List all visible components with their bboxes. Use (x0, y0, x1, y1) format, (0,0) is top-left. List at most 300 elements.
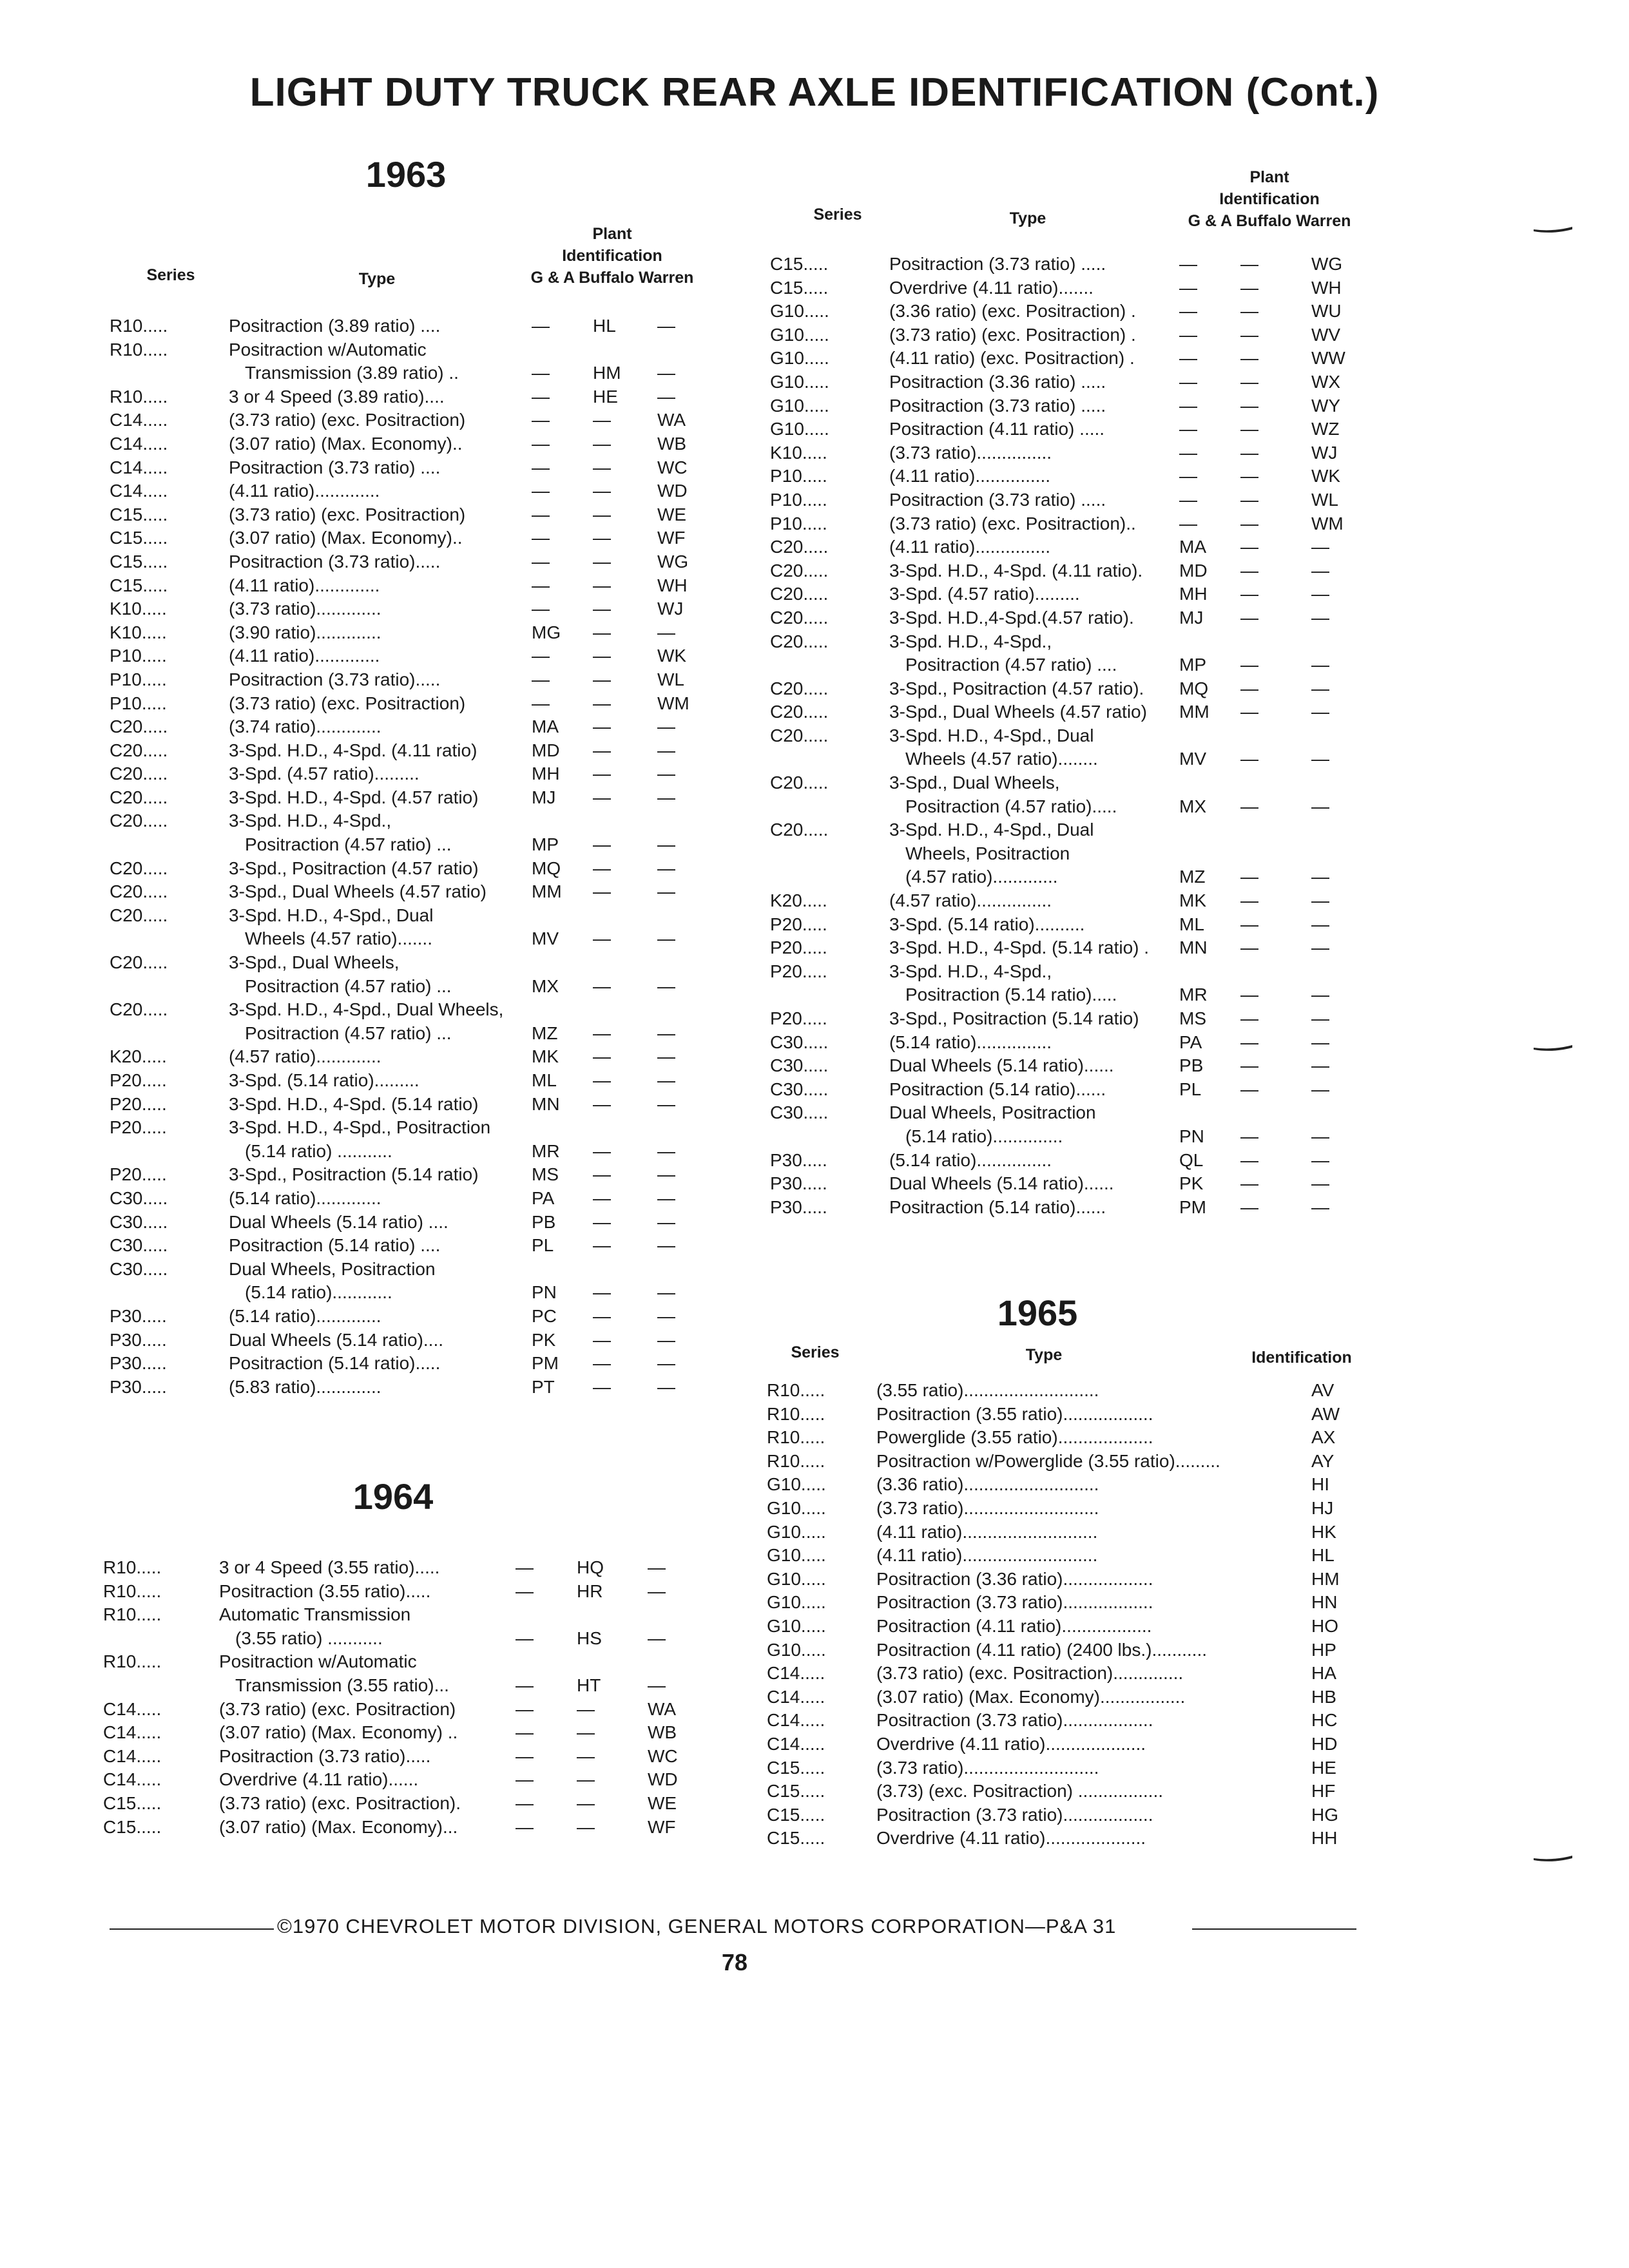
buffalo-code-cell: — (1240, 1079, 1258, 1099)
footer-rule-left (110, 1928, 274, 1930)
series-cell: C15..... (767, 1828, 825, 1849)
type-cell: (3.73 ratio)............. (229, 599, 381, 619)
buffalo-code-cell: — (1240, 324, 1258, 345)
series-cell: G10..... (770, 348, 829, 369)
series-cell: C15..... (110, 528, 168, 548)
type-cell: 3 or 4 Speed (3.89 ratio).... (229, 386, 445, 407)
plant-header-line1: Plant (1249, 168, 1289, 186)
series-cell: P30..... (110, 1305, 167, 1326)
buffalo-code-cell: — (1240, 1196, 1258, 1217)
series-cell: R10..... (103, 1557, 162, 1577)
type-cell: Positraction (4.11 ratio) ..... (889, 419, 1105, 439)
type-cell: 3-Spd., Positraction (4.57 ratio). (889, 678, 1144, 698)
series-cell: P30..... (110, 1329, 167, 1350)
gm-code-cell: PK (532, 1329, 556, 1350)
type-cell: (3.36 ratio)........................... (876, 1474, 1099, 1495)
series-cell: G10..... (767, 1521, 826, 1542)
warren-code-cell: WL (1311, 489, 1338, 510)
warren-code-cell: WJ (657, 599, 684, 619)
series-cell: R10..... (767, 1450, 825, 1471)
buffalo-code-cell: — (577, 1792, 595, 1813)
warren-code-cell: WW (1311, 348, 1345, 369)
series-cell: C15..... (110, 504, 168, 524)
warren-code-cell: — (657, 1164, 675, 1185)
series-cell: C14..... (110, 433, 168, 454)
series-cell: P30..... (770, 1196, 827, 1217)
plant-header (503, 223, 722, 289)
gm-code-cell: MZ (1179, 867, 1206, 887)
buffalo-code-cell: HL (593, 316, 616, 336)
plant-header-line1: Plant (592, 225, 632, 243)
buffalo-code-cell: HS (577, 1628, 602, 1648)
gm-code-cell: — (1179, 419, 1197, 439)
warren-code-cell: — (1311, 985, 1329, 1005)
series-cell: C20..... (110, 952, 168, 973)
type-cell: Wheels, Positraction (905, 843, 1070, 863)
gm-code-cell: — (532, 575, 550, 595)
series-cell: R10..... (767, 1427, 825, 1448)
series-cell: C20..... (770, 560, 829, 581)
gm-code-cell: MR (532, 1140, 560, 1161)
buffalo-code-cell: — (593, 599, 611, 619)
gm-code-cell: — (1179, 371, 1197, 392)
series-cell: K20..... (110, 1046, 167, 1067)
gm-code-cell: — (532, 481, 550, 501)
warren-code-cell: — (657, 975, 675, 996)
margin-mark (1534, 1045, 1572, 1052)
series-cell: P20..... (110, 1093, 167, 1114)
type-cell: 3-Spd. H.D., 4-Spd., Dual (229, 905, 434, 925)
buffalo-code-cell: — (1240, 702, 1258, 722)
series-cell: C14..... (767, 1663, 825, 1684)
type-cell: (3.07 ratio) (Max. Economy) .. (219, 1722, 458, 1743)
series-cell: C15..... (103, 1816, 162, 1837)
buffalo-code-cell: HE (593, 386, 618, 407)
series-cell: P10..... (110, 669, 167, 689)
warren-code-cell: WG (657, 551, 689, 572)
gm-code-cell: — (516, 1557, 534, 1577)
type-cell: (4.11 ratio)........................... (876, 1521, 1098, 1542)
gm-code-cell: PC (532, 1305, 557, 1326)
gm-code-cell: MS (532, 1164, 559, 1185)
gm-code-cell: — (532, 316, 550, 336)
gm-code-cell: MD (532, 740, 560, 760)
series-cell: P10..... (110, 693, 167, 713)
type-cell: Automatic Transmission (219, 1604, 411, 1625)
gm-code-cell: — (516, 1675, 534, 1695)
gm-code-cell: MH (532, 764, 560, 784)
type-cell: (3.90 ratio)............. (229, 622, 381, 642)
buffalo-code-cell: — (1240, 796, 1258, 816)
series-cell: K10..... (770, 442, 827, 463)
warren-code-cell: — (1311, 1032, 1329, 1052)
series-cell: P30..... (110, 1353, 167, 1374)
buffalo-code-cell: — (593, 787, 611, 807)
type-cell: 3-Spd. (5.14 ratio)......... (229, 1070, 419, 1090)
identification-code-cell: AW (1311, 1403, 1340, 1424)
type-cell: (3.07 ratio) (Max. Economy)................. (876, 1686, 1186, 1707)
type-cell: 3-Spd. H.D., 4-Spd. (4.57 ratio) (229, 787, 479, 807)
series-cell: C14..... (767, 1733, 825, 1754)
plant-header-line2: Identification (562, 247, 662, 265)
series-header-right: Series (813, 206, 862, 224)
type-cell: (5.14 ratio)............. (229, 1187, 381, 1208)
buffalo-code-cell: — (577, 1769, 595, 1790)
identification-code-cell: HC (1311, 1710, 1338, 1731)
gm-code-cell: MK (532, 1046, 559, 1067)
series-cell: R10..... (767, 1380, 825, 1400)
gm-code-cell: — (532, 669, 550, 689)
type-cell: (3.73 ratio) (exc. Positraction).. (889, 513, 1136, 533)
type-cell: (4.11 ratio)............... (889, 537, 1051, 557)
buffalo-code-cell: — (593, 433, 611, 454)
gm-code-cell: — (1179, 254, 1197, 274)
gm-code-cell: — (532, 433, 550, 454)
series-cell: R10..... (110, 316, 168, 336)
gm-code-cell: — (1179, 324, 1197, 345)
type-cell: (3.55 ratio)........................... (876, 1380, 1099, 1400)
series-cell: C30..... (110, 1187, 168, 1208)
series-cell: C20..... (110, 858, 168, 878)
type-cell: Dual Wheels (5.14 ratio)...... (889, 1173, 1114, 1194)
buffalo-code-cell: — (1240, 937, 1258, 958)
buffalo-code-cell: — (593, 622, 611, 642)
gm-code-cell: PN (532, 1282, 557, 1303)
buffalo-code-cell: — (577, 1816, 595, 1837)
series-cell: P20..... (770, 1008, 827, 1028)
warren-code-cell: WA (648, 1698, 677, 1719)
buffalo-code-cell: HM (593, 363, 621, 383)
buffalo-code-cell: — (593, 1305, 611, 1326)
type-cell: Wheels (4.57 ratio)........ (905, 749, 1098, 769)
warren-code-cell: — (648, 1581, 666, 1601)
gm-code-cell: MJ (1179, 607, 1204, 628)
series-cell: P20..... (110, 1070, 167, 1090)
identification-code-cell: HM (1311, 1568, 1340, 1589)
gm-code-cell: — (516, 1698, 534, 1719)
series-cell: C20..... (110, 764, 168, 784)
type-cell: Overdrive (4.11 ratio)...... (219, 1769, 419, 1790)
series-cell: R10..... (110, 386, 168, 407)
series-cell: C14..... (103, 1698, 162, 1719)
buffalo-code-cell: HR (577, 1581, 603, 1601)
buffalo-code-cell: — (1240, 395, 1258, 416)
type-cell: (4.57 ratio)............. (229, 1046, 381, 1067)
gm-code-cell: — (532, 504, 550, 524)
type-cell: (3.55 ratio) ........... (235, 1628, 383, 1648)
type-cell: 3-Spd. H.D.,4-Spd.(4.57 ratio). (889, 607, 1134, 628)
warren-code-cell: — (657, 386, 675, 407)
warren-code-cell: WG (1311, 254, 1343, 274)
type-cell: (3.73 ratio)........................... (876, 1497, 1099, 1518)
buffalo-code-cell: — (1240, 348, 1258, 369)
series-cell: C20..... (110, 999, 168, 1020)
type-cell: (4.11 ratio)............... (889, 466, 1051, 486)
gm-code-cell: — (532, 457, 550, 477)
type-cell: 3-Spd. (4.57 ratio)......... (889, 584, 1080, 604)
series-cell: C15..... (110, 575, 168, 595)
series-cell: P30..... (770, 1173, 827, 1194)
gm-code-cell: PB (532, 1211, 556, 1232)
type-cell: (4.57 ratio)............. (905, 867, 1058, 887)
warren-code-cell: WB (657, 433, 687, 454)
gm-code-cell: — (532, 363, 550, 383)
type-cell: Positraction w/Powerglide (3.55 ratio)......... (876, 1450, 1220, 1471)
page-number: 78 (721, 1949, 748, 1975)
type-cell: (5.14 ratio)............... (889, 1032, 1052, 1052)
warren-code-cell: WH (1311, 277, 1342, 298)
series-cell: G10..... (767, 1497, 826, 1518)
gm-code-cell: — (1179, 395, 1197, 416)
gm-code-cell: MA (532, 716, 559, 737)
series-cell: R10..... (103, 1581, 162, 1601)
series-cell: P20..... (770, 937, 827, 958)
footer-copyright: ©1970 CHEVROLET MOTOR DIVISION, GENERAL MOTORS CORPORATION—P&A 31 (277, 1915, 1117, 1937)
series-cell: C20..... (110, 716, 168, 737)
type-cell: (5.14 ratio).............. (905, 1126, 1063, 1146)
identification-code-cell: AX (1311, 1427, 1336, 1448)
warren-code-cell: — (1311, 1126, 1329, 1146)
series-cell: G10..... (767, 1474, 826, 1495)
warren-code-cell: — (1311, 537, 1329, 557)
type-header-1965: Type (1025, 1346, 1063, 1364)
warren-code-cell: WD (648, 1769, 678, 1790)
identification-code-cell: HE (1311, 1757, 1336, 1778)
type-cell: Overdrive (4.11 ratio).................... (876, 1828, 1146, 1849)
gm-code-cell: MP (532, 834, 559, 855)
gm-code-cell: — (532, 410, 550, 430)
type-cell: Positraction (5.14 ratio) .... (229, 1235, 441, 1256)
buffalo-code-cell: — (1240, 890, 1258, 911)
series-cell: C14..... (103, 1745, 162, 1766)
type-cell: Positraction (3.73 ratio)..... (219, 1745, 431, 1766)
gm-code-cell: PM (1179, 1196, 1206, 1217)
type-cell: Overdrive (4.11 ratio)....... (889, 277, 1094, 298)
series-cell: P10..... (770, 466, 827, 486)
series-cell: C20..... (110, 905, 168, 925)
type-cell: (3.36 ratio) (exc. Positraction) . (889, 301, 1136, 322)
warren-code-cell: — (1311, 914, 1329, 934)
buffalo-code-cell: — (1240, 513, 1258, 533)
gm-code-cell: MJ (532, 787, 556, 807)
type-cell: Positraction (3.73 ratio).................. (876, 1592, 1153, 1613)
type-cell: Positraction (3.55 ratio).................. (876, 1403, 1153, 1424)
buffalo-code-cell: HT (577, 1675, 601, 1695)
type-cell: (3.74 ratio)............. (229, 716, 381, 737)
buffalo-code-cell: — (593, 1376, 611, 1397)
series-cell: K10..... (110, 599, 167, 619)
type-cell: Positraction (4.11 ratio).................. (876, 1615, 1152, 1636)
type-cell: Powerglide (3.55 ratio)................... (876, 1427, 1153, 1448)
type-cell: 3-Spd. H.D., 4-Spd. (5.14 ratio) . (889, 937, 1150, 958)
type-cell: (3.73 ratio) (exc. Positraction) (219, 1698, 456, 1719)
buffalo-code-cell: — (593, 716, 611, 737)
warren-code-cell: WB (648, 1722, 677, 1743)
warren-code-cell: WK (1311, 466, 1341, 486)
type-cell: Dual Wheels (5.14 ratio).... (229, 1329, 444, 1350)
page-title: LIGHT DUTY TRUCK REAR AXLE IDENTIFICATION (Cont.) (249, 70, 1380, 115)
series-cell: R10..... (103, 1651, 162, 1672)
plant-header-right (1160, 166, 1379, 232)
buffalo-code-cell: — (1240, 867, 1258, 887)
warren-code-cell: — (1311, 678, 1329, 698)
series-cell: C30..... (770, 1055, 829, 1076)
warren-code-cell: — (657, 764, 675, 784)
plant-header-line2: Identification (1219, 190, 1320, 208)
gm-code-cell: — (516, 1769, 534, 1790)
series-cell: C30..... (770, 1079, 829, 1099)
type-cell: Positraction (4.57 ratio) ... (245, 1023, 452, 1043)
warren-code-cell: — (1311, 702, 1329, 722)
series-cell: G10..... (770, 395, 829, 416)
margin-mark (1534, 227, 1572, 233)
warren-code-cell: WK (657, 646, 687, 666)
series-cell: G10..... (767, 1639, 826, 1660)
warren-code-cell: WE (648, 1792, 677, 1813)
buffalo-code-cell: — (1240, 277, 1258, 298)
buffalo-code-cell: — (593, 528, 611, 548)
warren-code-cell: WC (648, 1745, 678, 1766)
warren-code-cell: — (657, 787, 675, 807)
buffalo-code-cell: — (593, 410, 611, 430)
series-cell: G10..... (767, 1545, 826, 1566)
type-cell: 3-Spd., Positraction (5.14 ratio) (229, 1164, 479, 1185)
type-cell: 3-Spd. H.D., 4-Spd. (4.11 ratio) (229, 740, 477, 760)
identification-code-cell: HB (1311, 1686, 1336, 1707)
type-cell: 3-Spd. (5.14 ratio).......... (889, 914, 1085, 934)
type-cell: 3-Spd. H.D., 4-Spd., Dual (889, 725, 1094, 745)
buffalo-code-cell: — (1240, 1055, 1258, 1076)
series-cell: G10..... (770, 301, 829, 322)
gm-code-cell: MR (1179, 985, 1208, 1005)
warren-code-cell: WJ (1311, 442, 1338, 463)
gm-code-cell: PK (1179, 1173, 1204, 1194)
type-cell: Positraction w/Automatic (229, 339, 427, 360)
type-cell: (3.73 ratio) (exc. Positraction) (229, 410, 466, 430)
warren-code-cell: — (657, 1070, 675, 1090)
type-cell: Dual Wheels (5.14 ratio)...... (889, 1055, 1114, 1076)
series-cell: C30..... (770, 1032, 829, 1052)
warren-code-cell: — (657, 1140, 675, 1161)
buffalo-code-cell: — (593, 1282, 611, 1303)
gm-code-cell: MQ (532, 858, 561, 878)
type-cell: Positraction (3.36 ratio).................. (876, 1568, 1153, 1589)
gm-code-cell: MH (1179, 584, 1208, 604)
buffalo-code-cell: — (577, 1722, 595, 1743)
buffalo-code-cell: — (1240, 254, 1258, 274)
identification-code-cell: HN (1311, 1592, 1338, 1613)
buffalo-code-cell: — (1240, 655, 1258, 675)
series-cell: C20..... (110, 787, 168, 807)
warren-code-cell: — (1311, 1079, 1329, 1099)
type-cell: 3-Spd. H.D., 4-Spd. (5.14 ratio) (229, 1093, 479, 1114)
type-cell: 3-Spd., Dual Wheels (4.57 ratio) (889, 702, 1147, 722)
series-cell: P20..... (110, 1164, 167, 1185)
series-cell: C14..... (103, 1769, 162, 1790)
warren-code-cell: WU (1311, 301, 1342, 322)
type-cell: (3.73 ratio) (exc. Positraction) . (889, 324, 1136, 345)
identification-code-cell: HF (1311, 1781, 1336, 1802)
buffalo-code-cell: — (1240, 584, 1258, 604)
warren-code-cell: — (657, 363, 675, 383)
series-cell: R10..... (110, 339, 168, 360)
series-cell: G10..... (770, 324, 829, 345)
warren-code-cell: — (648, 1628, 666, 1648)
identification-code-cell: HI (1311, 1474, 1329, 1495)
warren-code-cell: — (657, 1282, 675, 1303)
buffalo-code-cell: — (577, 1745, 595, 1766)
buffalo-code-cell: — (593, 928, 611, 949)
buffalo-code-cell: — (593, 457, 611, 477)
buffalo-code-cell: — (593, 669, 611, 689)
buffalo-code-cell: — (593, 1353, 611, 1374)
gm-code-cell: — (516, 1581, 534, 1601)
buffalo-code-cell: — (593, 1211, 611, 1232)
type-cell: Positraction (5.14 ratio)...... (889, 1079, 1106, 1099)
type-cell: Positraction (3.73 ratio)..... (229, 551, 441, 572)
type-cell: Transmission (3.55 ratio)... (235, 1675, 449, 1695)
gm-code-cell: MV (1179, 749, 1206, 769)
gm-code-cell: MN (532, 1093, 560, 1114)
buffalo-code-cell: — (593, 1235, 611, 1256)
buffalo-code-cell: — (1240, 1173, 1258, 1194)
gm-code-cell: PA (1179, 1032, 1202, 1052)
buffalo-code-cell: — (593, 1187, 611, 1208)
series-cell: C14..... (767, 1686, 825, 1707)
gm-code-cell: MP (1179, 655, 1206, 675)
buffalo-code-cell: — (1240, 1008, 1258, 1028)
warren-code-cell: — (657, 1211, 675, 1232)
warren-code-cell: — (1311, 584, 1329, 604)
identification-code-cell: HK (1311, 1521, 1336, 1542)
gm-code-cell: PA (532, 1187, 555, 1208)
type-header: Type (358, 270, 396, 288)
series-header: Series (146, 266, 195, 284)
gm-code-cell: MN (1179, 937, 1208, 958)
type-cell: Positraction (3.73 ratio)..... (229, 669, 441, 689)
series-cell: C14..... (110, 410, 168, 430)
series-cell: G10..... (770, 371, 829, 392)
type-cell: Dual Wheels (5.14 ratio) .... (229, 1211, 448, 1232)
type-cell: Positraction (3.36 ratio) ..... (889, 371, 1106, 392)
gm-code-cell: MA (1179, 537, 1206, 557)
buffalo-code-cell: — (593, 975, 611, 996)
buffalo-code-cell: — (577, 1698, 595, 1719)
gm-code-cell: — (532, 386, 550, 407)
identification-code-cell: HA (1311, 1663, 1336, 1684)
series-cell: C14..... (767, 1710, 825, 1731)
type-cell: (4.11 ratio)............. (229, 481, 380, 501)
series-cell: P10..... (770, 489, 827, 510)
type-cell: Overdrive (4.11 ratio).................... (876, 1733, 1146, 1754)
type-cell: 3-Spd., Dual Wheels (4.57 ratio) (229, 881, 487, 902)
type-cell: 3-Spd., Positraction (4.57 ratio) (229, 858, 479, 878)
warren-code-cell: WD (657, 481, 688, 501)
buffalo-code-cell: — (593, 1093, 611, 1114)
series-cell: C20..... (770, 820, 829, 840)
series-cell: C30..... (110, 1235, 168, 1256)
gm-code-cell: MG (532, 622, 561, 642)
warren-code-cell: WF (657, 528, 686, 548)
buffalo-code-cell: — (1240, 1149, 1258, 1170)
type-cell: 3-Spd. H.D., 4-Spd., (889, 961, 1052, 981)
gm-code-cell: — (1179, 466, 1197, 486)
type-cell: Positraction w/Automatic (219, 1651, 417, 1672)
type-cell: Dual Wheels, Positraction (229, 1258, 436, 1279)
gm-code-cell: MM (532, 881, 562, 902)
type-cell: Positraction (3.73 ratio) ..... (889, 395, 1106, 416)
type-cell: (3.73 ratio) (exc. Positraction) (229, 504, 466, 524)
